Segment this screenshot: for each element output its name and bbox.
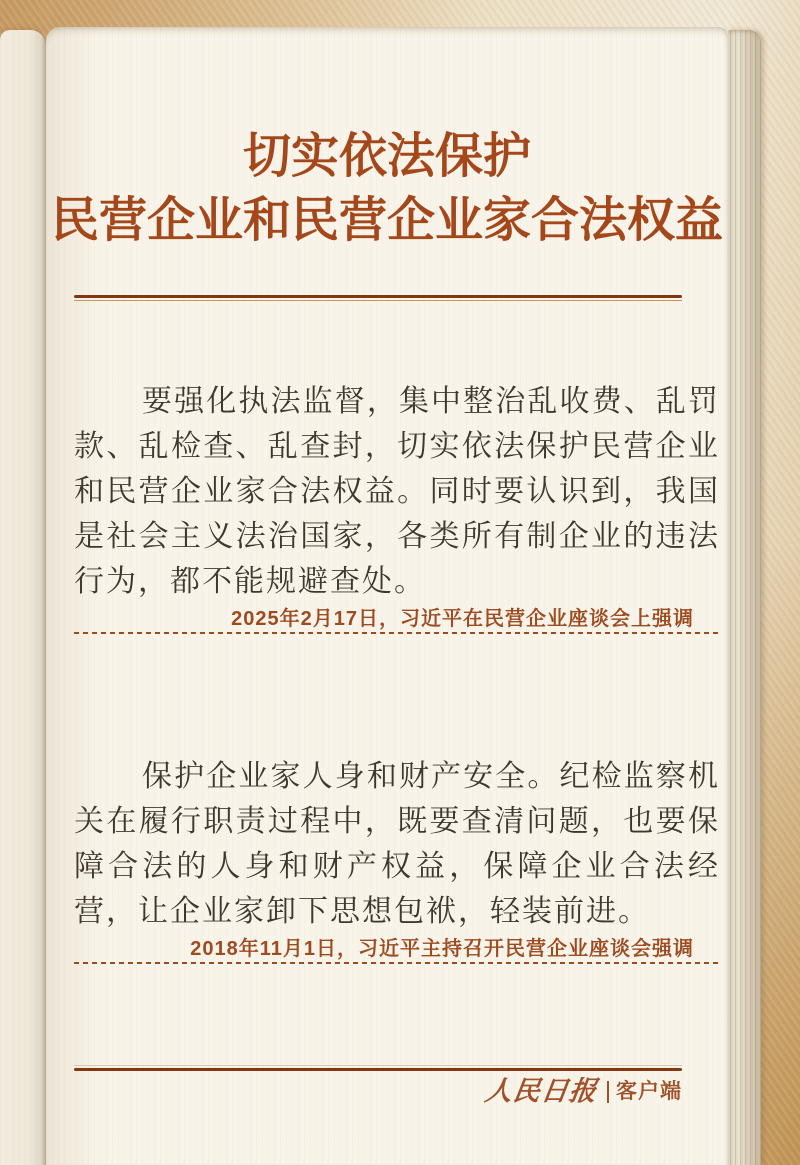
title-line-1: 切实依法保护 xyxy=(242,130,531,183)
quote-block-1 xyxy=(74,379,720,634)
dashed-separator xyxy=(74,632,720,634)
footer-divider-dark-bar xyxy=(74,1068,682,1071)
title-divider-light-bar xyxy=(74,300,682,301)
quote-attribution: 2018年11月1日，习近平主持召开民营企业座谈会强调 xyxy=(190,938,694,960)
quote-block-2 xyxy=(74,754,720,964)
book-left-page xyxy=(0,30,46,1165)
brand-logo xyxy=(74,1076,682,1107)
page-content xyxy=(74,27,720,1105)
title-divider xyxy=(74,295,682,301)
dashed-separator xyxy=(74,962,720,964)
book-page-edges xyxy=(728,30,761,1165)
quote-text: 要强化执法监督，集中整治乱收费、乱罚款、乱检查、乱查封，切实依法保护民营企业和民营企业家合法权益。同时要认识到，我国是社会主义法治国家，各类所有制企业的违法行为，都不能规避查处。 xyxy=(74,384,720,599)
book-page xyxy=(46,27,728,1165)
quote-attribution: 2025年2月17日，习近平在民营企业座谈会上强调 xyxy=(231,608,694,630)
brand-name: 人民日报 xyxy=(482,1076,600,1107)
brand-channel: 客户端 xyxy=(616,1080,682,1103)
footer-divider xyxy=(74,1065,682,1071)
title-line-2: 民营企业和民营企业家合法权益 xyxy=(50,194,723,247)
quote-text: 保护企业家人身和财产安全。纪检监察机关在履行职责过程中，既要查清问题，也要保障合法的人身和财产权益，保障企业合法经营，让企业家卸下思想包袱，轻装前进。 xyxy=(74,759,720,929)
brand-separator-bar xyxy=(607,1081,609,1103)
